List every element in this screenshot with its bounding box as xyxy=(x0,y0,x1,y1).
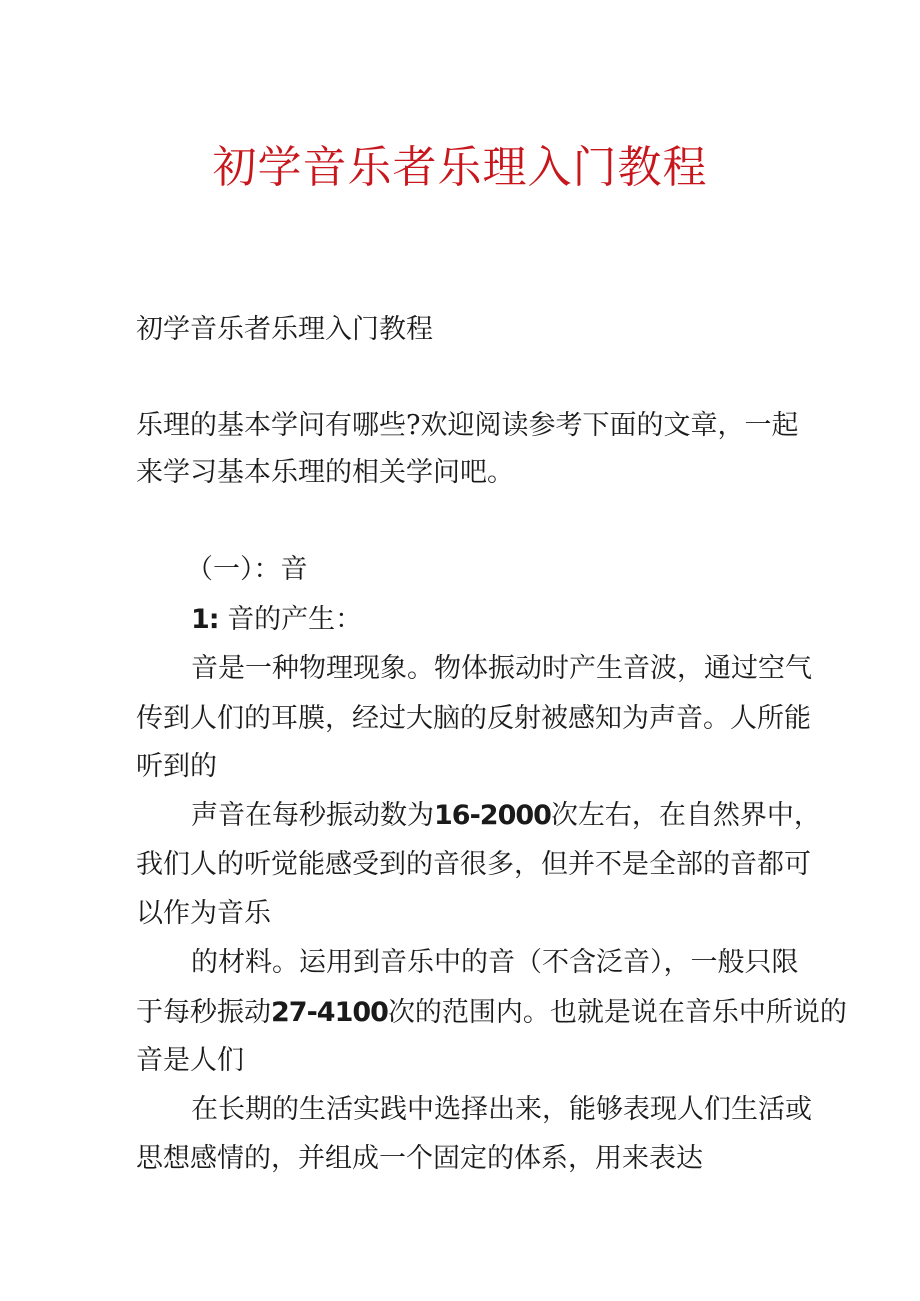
p3-line-2-post: 次的范围内。也就是说在音乐中所说的 xyxy=(387,997,847,1028)
p1-line-2: 传到人们的耳膜，经过大脑的反射被感知为声音。人所能 xyxy=(136,703,811,734)
p1-line-3: 听到的 xyxy=(136,751,217,782)
p4-line-2: 思想感情的，并组成一个固定的体系，用来表达 xyxy=(136,1143,703,1174)
intro-line-2: 来学习基本乐理的相关学问吧。 xyxy=(136,457,514,488)
frequency-range-music: 27-4100 xyxy=(271,997,388,1028)
p1-line-1: 音是一种物理现象。物体振动时产生音波，通过空气 xyxy=(191,653,812,684)
intro-line-1: 乐理的基本学问有哪些?欢迎阅读参考下面的文章，一起 xyxy=(136,410,799,441)
subsection-number: 1: xyxy=(191,604,219,635)
p2-line-2: 我们人的听觉能感受到的音很多，但并不是全部的音都可 xyxy=(136,849,811,880)
p3-line-1: 的材料。运用到音乐中的音（不含泛音），一般只限 xyxy=(191,947,799,978)
p3-line-3: 音是人们 xyxy=(136,1045,244,1076)
subsection-heading xyxy=(191,602,362,638)
document-subtitle: 初学音乐者乐理入门教程 xyxy=(136,314,433,345)
p4-line-1: 在长期的生活实践中选择出来，能够表现人们生活或 xyxy=(191,1094,812,1125)
p2-line-1-post: 次左右，在自然界中， xyxy=(550,800,821,831)
subsection-label: 音的产生： xyxy=(227,604,363,635)
p3-line-2-pre: 于每秒振动 xyxy=(136,997,271,1028)
section-heading: （一）：音 xyxy=(186,554,308,585)
p2-line-3: 以作为音乐 xyxy=(136,898,271,929)
p2-line-1-pre: 声音在每秒振动数为 xyxy=(191,800,434,831)
frequency-range-hearing: 16-2000 xyxy=(434,800,551,831)
p3-line-2 xyxy=(136,995,847,1031)
p2-line-1 xyxy=(191,798,821,834)
document-title: 初学音乐者乐理入门教程 xyxy=(212,142,708,193)
